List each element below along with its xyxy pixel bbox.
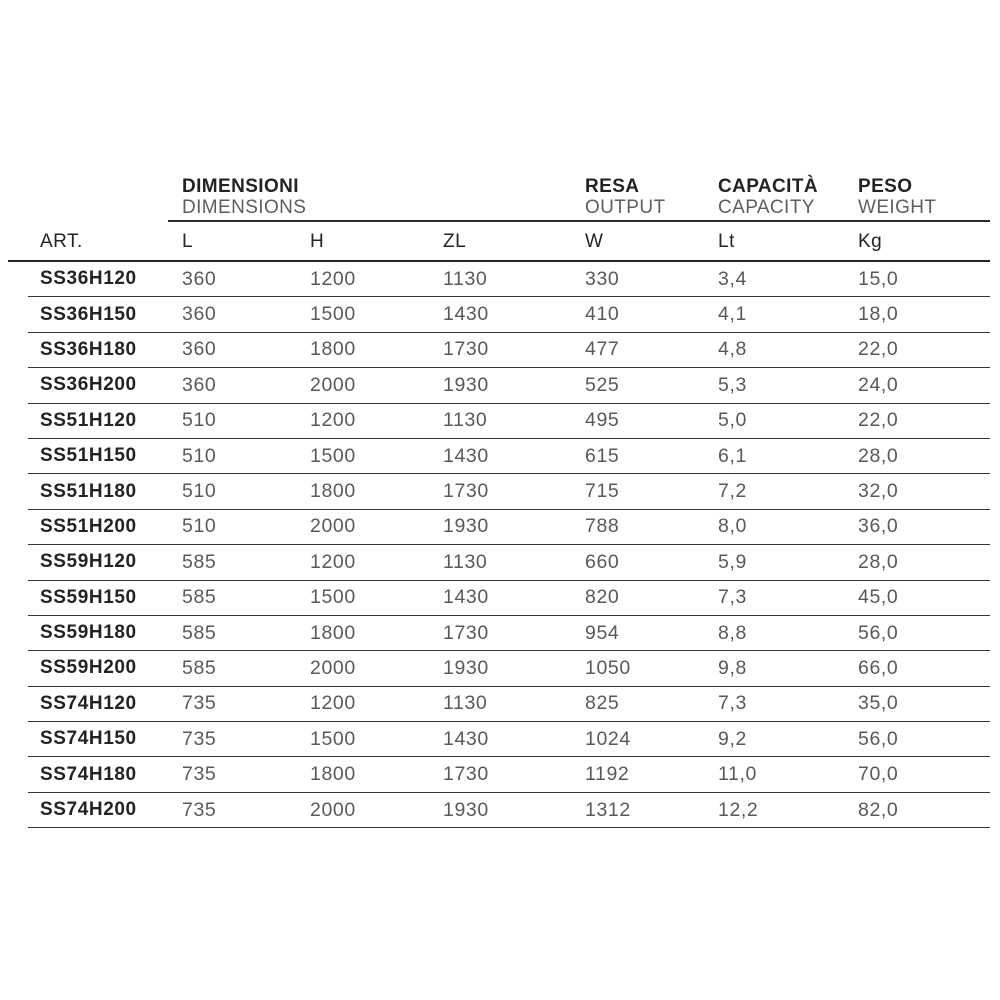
value-lt: 8,8 bbox=[718, 621, 747, 644]
value-h: 2000 bbox=[310, 656, 356, 679]
table-row bbox=[28, 687, 990, 722]
table-row bbox=[28, 368, 990, 403]
value-h: 1200 bbox=[310, 267, 356, 290]
table-row bbox=[28, 722, 990, 757]
group-weight bbox=[858, 176, 990, 218]
table-row bbox=[28, 616, 990, 651]
group-header-row bbox=[28, 176, 990, 222]
value-zl: 1730 bbox=[443, 763, 489, 786]
value-w: 1312 bbox=[585, 798, 631, 821]
value-zl: 1130 bbox=[443, 692, 488, 715]
art-code: SS36H180 bbox=[40, 338, 137, 360]
value-h: 1800 bbox=[310, 621, 356, 644]
value-w: 1050 bbox=[585, 656, 631, 679]
value-l: 360 bbox=[182, 338, 217, 361]
art-code: SS36H150 bbox=[40, 303, 137, 325]
group-output-secondary: OUTPUT bbox=[585, 197, 666, 218]
value-lt: 9,2 bbox=[718, 727, 747, 750]
value-kg: 66,0 bbox=[858, 656, 899, 679]
value-kg: 56,0 bbox=[858, 727, 899, 750]
value-w: 615 bbox=[585, 444, 620, 467]
column-header-art: ART. bbox=[40, 231, 83, 252]
value-h: 2000 bbox=[310, 798, 356, 821]
value-l: 735 bbox=[182, 763, 217, 786]
value-zl: 1430 bbox=[443, 444, 489, 467]
table-row bbox=[28, 439, 990, 474]
value-zl: 1930 bbox=[443, 656, 489, 679]
value-l: 510 bbox=[182, 480, 217, 503]
group-capacity-secondary: CAPACITY bbox=[718, 197, 815, 218]
value-w: 525 bbox=[585, 373, 620, 396]
value-kg: 56,0 bbox=[858, 621, 899, 644]
column-header-l: L bbox=[182, 231, 194, 252]
table-row bbox=[28, 510, 990, 545]
art-code: SS74H180 bbox=[40, 763, 137, 785]
value-kg: 28,0 bbox=[858, 550, 899, 573]
value-l: 360 bbox=[182, 303, 217, 326]
value-h: 1800 bbox=[310, 480, 356, 503]
value-l: 735 bbox=[182, 692, 217, 715]
column-header-zl: ZL bbox=[443, 231, 467, 252]
value-zl: 1730 bbox=[443, 621, 489, 644]
value-w: 410 bbox=[585, 303, 620, 326]
specification-table bbox=[28, 176, 990, 828]
value-zl: 1130 bbox=[443, 267, 488, 290]
value-lt: 5,0 bbox=[718, 409, 747, 432]
value-zl: 1430 bbox=[443, 303, 489, 326]
value-zl: 1730 bbox=[443, 338, 489, 361]
value-h: 2000 bbox=[310, 515, 356, 538]
group-dimensions-primary: DIMENSIONI bbox=[182, 176, 299, 197]
value-zl: 1930 bbox=[443, 373, 489, 396]
table-row bbox=[28, 474, 990, 509]
value-l: 585 bbox=[182, 550, 217, 573]
value-kg: 22,0 bbox=[858, 409, 899, 432]
value-lt: 7,2 bbox=[718, 480, 747, 503]
value-h: 1200 bbox=[310, 409, 356, 432]
column-header-h: H bbox=[310, 231, 325, 252]
value-zl: 1930 bbox=[443, 515, 489, 538]
group-capacity bbox=[718, 176, 858, 218]
group-capacity-primary: CAPACITÀ bbox=[718, 176, 818, 197]
art-code: SS59H200 bbox=[40, 657, 137, 679]
group-output-primary: RESA bbox=[585, 176, 640, 197]
value-kg: 18,0 bbox=[858, 303, 899, 326]
table-row bbox=[28, 297, 990, 332]
value-h: 1500 bbox=[310, 727, 356, 750]
value-lt: 7,3 bbox=[718, 586, 747, 609]
value-lt: 11,0 bbox=[718, 763, 757, 786]
value-h: 1800 bbox=[310, 763, 356, 786]
art-code: SS36H120 bbox=[40, 268, 137, 290]
value-l: 510 bbox=[182, 444, 217, 467]
art-code: SS51H180 bbox=[40, 480, 137, 502]
value-l: 360 bbox=[182, 267, 217, 290]
value-h: 1500 bbox=[310, 586, 356, 609]
column-header-lt: Lt bbox=[718, 231, 735, 252]
art-code: SS74H200 bbox=[40, 799, 137, 821]
value-w: 330 bbox=[585, 267, 620, 290]
value-lt: 6,1 bbox=[718, 444, 747, 467]
art-code: SS51H150 bbox=[40, 445, 137, 467]
value-w: 660 bbox=[585, 550, 620, 573]
value-l: 735 bbox=[182, 727, 217, 750]
column-header-w: W bbox=[585, 231, 604, 252]
value-kg: 15,0 bbox=[858, 267, 899, 290]
value-kg: 22,0 bbox=[858, 338, 899, 361]
group-weight-primary: PESO bbox=[858, 176, 913, 197]
value-w: 477 bbox=[585, 338, 620, 361]
value-kg: 32,0 bbox=[858, 480, 899, 503]
art-code: SS51H120 bbox=[40, 409, 137, 431]
value-w: 715 bbox=[585, 480, 620, 503]
value-lt: 5,3 bbox=[718, 373, 747, 396]
column-header-kg: Kg bbox=[858, 231, 883, 252]
value-h: 1500 bbox=[310, 444, 356, 467]
value-kg: 45,0 bbox=[858, 586, 899, 609]
table-row bbox=[28, 651, 990, 686]
value-h: 1200 bbox=[310, 550, 356, 573]
column-header-row bbox=[28, 222, 990, 262]
value-h: 1500 bbox=[310, 303, 356, 326]
value-kg: 24,0 bbox=[858, 373, 899, 396]
value-lt: 4,8 bbox=[718, 338, 747, 361]
table-row bbox=[28, 404, 990, 439]
value-w: 825 bbox=[585, 692, 620, 715]
value-l: 585 bbox=[182, 656, 217, 679]
value-w: 788 bbox=[585, 515, 620, 538]
value-w: 954 bbox=[585, 621, 620, 644]
value-w: 495 bbox=[585, 409, 620, 432]
group-weight-secondary: WEIGHT bbox=[858, 197, 937, 218]
art-code: SS36H200 bbox=[40, 374, 137, 396]
value-l: 360 bbox=[182, 373, 217, 396]
value-zl: 1430 bbox=[443, 586, 489, 609]
value-lt: 5,9 bbox=[718, 550, 747, 573]
art-code: SS74H120 bbox=[40, 692, 137, 714]
value-w: 1192 bbox=[585, 763, 630, 786]
art-code: SS59H120 bbox=[40, 551, 137, 573]
group-dimensions-secondary: DIMENSIONS bbox=[182, 197, 307, 218]
value-w: 1024 bbox=[585, 727, 631, 750]
art-code: SS59H150 bbox=[40, 586, 137, 608]
value-kg: 70,0 bbox=[858, 763, 899, 786]
value-lt: 7,3 bbox=[718, 692, 747, 715]
value-kg: 28,0 bbox=[858, 444, 899, 467]
group-output bbox=[585, 176, 718, 218]
value-kg: 36,0 bbox=[858, 515, 899, 538]
value-kg: 82,0 bbox=[858, 798, 899, 821]
value-lt: 9,8 bbox=[718, 656, 747, 679]
value-lt: 4,1 bbox=[718, 303, 747, 326]
value-l: 510 bbox=[182, 515, 217, 538]
art-code: SS74H150 bbox=[40, 728, 137, 750]
value-zl: 1730 bbox=[443, 480, 489, 503]
value-l: 585 bbox=[182, 586, 217, 609]
art-code: SS59H180 bbox=[40, 622, 137, 644]
group-dimensions bbox=[182, 176, 585, 218]
value-l: 510 bbox=[182, 409, 217, 432]
value-zl: 1130 bbox=[443, 409, 488, 432]
value-lt: 8,0 bbox=[718, 515, 747, 538]
table-row bbox=[28, 793, 990, 828]
value-l: 735 bbox=[182, 798, 217, 821]
value-lt: 3,4 bbox=[718, 267, 747, 290]
value-h: 1800 bbox=[310, 338, 356, 361]
table-row bbox=[28, 262, 990, 297]
table-row bbox=[28, 757, 990, 792]
table-row bbox=[28, 333, 990, 368]
value-zl: 1430 bbox=[443, 727, 489, 750]
value-lt: 12,2 bbox=[718, 798, 759, 821]
value-h: 1200 bbox=[310, 692, 356, 715]
value-l: 585 bbox=[182, 621, 217, 644]
value-h: 2000 bbox=[310, 373, 356, 396]
value-w: 820 bbox=[585, 586, 620, 609]
value-zl: 1130 bbox=[443, 550, 488, 573]
value-kg: 35,0 bbox=[858, 692, 899, 715]
art-code: SS51H200 bbox=[40, 515, 137, 537]
table-row bbox=[28, 581, 990, 616]
value-zl: 1930 bbox=[443, 798, 489, 821]
table-row bbox=[28, 545, 990, 580]
